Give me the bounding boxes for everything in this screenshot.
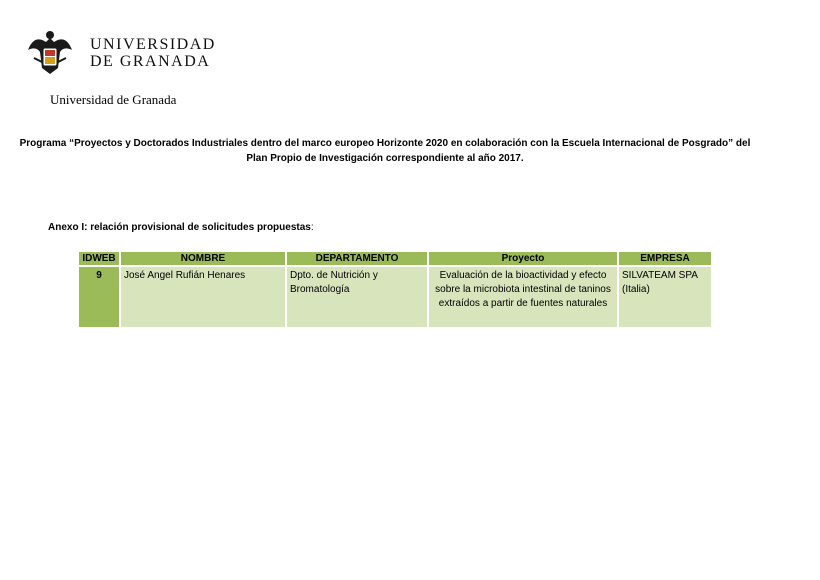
annex-colon: : <box>310 222 314 233</box>
table-row <box>79 267 711 327</box>
university-logo-text <box>90 37 216 70</box>
cell-nombre: José Angel Rufián Henares <box>121 267 285 327</box>
col-header-idweb: IDWEB <box>79 252 119 265</box>
program-title-line1: Programa “Proyectos y Doctorados Industriales dentro del marco europeo Horizonte 2020 en colaboración con la Escuela Internacional de Posgrado” del <box>19 138 751 149</box>
annex-label: Anexo I: relación provisional de solicitudes propuestas <box>48 222 311 233</box>
university-crest-icon <box>24 28 76 76</box>
table-header-row <box>79 252 711 265</box>
annex-heading <box>48 222 314 233</box>
col-header-empresa: EMPRESA <box>619 252 711 265</box>
applications-table <box>77 250 713 329</box>
university-name-line1: UNIVERSIDAD <box>90 36 216 53</box>
program-title-line2: Plan Propio de Investigación correspondiente al año 2017. <box>246 153 524 164</box>
col-header-proyecto: Proyecto <box>429 252 617 265</box>
col-header-nombre: NOMBRE <box>121 252 285 265</box>
program-title <box>0 136 770 166</box>
university-name-line2: DE GRANADA <box>90 53 211 70</box>
col-header-departamento: DEPARTAMENTO <box>287 252 427 265</box>
cell-empresa: SILVATEAM SPA (Italia) <box>619 267 711 327</box>
cell-departamento: Dpto. de Nutrición y Bromatología <box>287 267 427 327</box>
university-caption: Universidad de Granada <box>50 92 177 107</box>
cell-idweb: 9 <box>79 267 119 327</box>
cell-proyecto: Evaluación de la bioactividad y efecto sobre la microbiota intestinal de taninos extraídos a partir de fuentes naturales <box>429 267 617 327</box>
